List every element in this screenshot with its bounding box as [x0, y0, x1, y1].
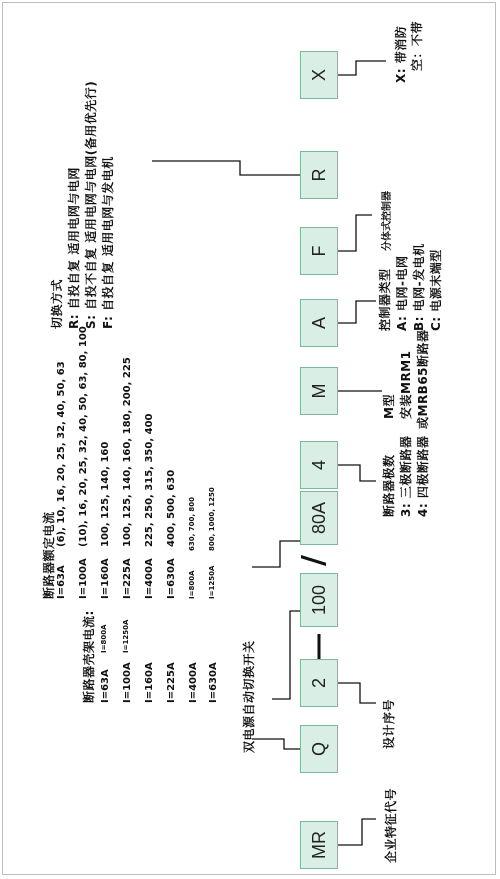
label-m-install: 安装MRM1 [399, 350, 413, 419]
rated-row-values: 100, 125, 140, 160, 180, 200, 225 [122, 357, 133, 547]
label-m-or: 或MRB65断路器 [416, 329, 430, 429]
rated-row-key: I=800A [188, 570, 196, 599]
label-design-serial: 设计序号 [382, 698, 396, 749]
frame-row-main: I=400A [188, 662, 199, 703]
code-a: A [308, 317, 329, 330]
label-ctrl-a: A: 电网-电网 [395, 255, 409, 331]
label-ctrl-title: 控制器类型 [378, 268, 392, 331]
label-switch-s: S: 自投不自复 适用电网与电网(备用优先行) [84, 80, 98, 329]
label-dual-switch: 双电源自动切换开关 [242, 640, 256, 753]
rated-current-title: 断路器额定电流 [42, 511, 56, 599]
label-x-none: 空：不带 [410, 20, 424, 71]
label-m-type: M型 [382, 394, 396, 419]
label-enterprise-code: 企业特征代号 [384, 787, 398, 863]
rated-row-key: I=63A [56, 565, 67, 599]
code-box-80a [300, 491, 338, 545]
code-box-m [300, 367, 338, 415]
frame-row-main: I=63A [100, 669, 111, 703]
code-box-100 [300, 573, 338, 627]
rated-row-values: 225, 250, 315, 350, 400 [144, 413, 155, 547]
rated-row-key: I=160A [100, 558, 111, 599]
label-ctrl-c: C: 电源末端型 [429, 249, 443, 331]
label-ctrl-b: B: 电网-发电机 [412, 243, 426, 331]
code-r: R [308, 168, 329, 182]
frame-row-main: I=160A [144, 662, 155, 703]
label-poles-4: 4: 四极断路器 [416, 435, 430, 517]
code-80a: 80A [308, 501, 329, 535]
code-box-x [300, 51, 338, 99]
code-100: 100 [308, 584, 329, 616]
rated-row-values: 630, 700, 800 [188, 496, 196, 551]
label-switch-r: R: 自投自复 适用电网与电网 [67, 167, 81, 329]
code-box-a [300, 299, 338, 347]
frame-row-alt: I=1250A [122, 619, 130, 653]
code-q: Q [308, 742, 329, 757]
rated-row-key: I=1250A [208, 565, 216, 599]
rated-row-values: 100, 125, 140, 160 [100, 441, 111, 547]
frame-row-main: I=630A [208, 662, 219, 703]
rated-row-values: 400, 500, 630 [166, 469, 177, 547]
rated-row-key: I=630A [166, 558, 177, 599]
rated-row-key: I=225A [122, 558, 133, 599]
rated-row-values: (6), 10, 16, 20, 25, 32, 40, 50, 63 [56, 361, 67, 547]
code-f: F [308, 245, 329, 257]
code-box-2 [300, 659, 338, 707]
frame-row-main: I=100A [122, 662, 133, 703]
label-poles-title: 断路器极数 [382, 454, 396, 517]
rated-row-key: I=100A [78, 558, 89, 599]
rated-row-values: (10), 16, 20, 25, 32, 40, 50, 63, 80, 100 [78, 326, 89, 547]
code-m: M [308, 383, 329, 399]
frame-current-title: 断路器壳架电流: [82, 610, 96, 703]
label-switch-title: 切换方式 [50, 278, 64, 329]
code-2: 2 [308, 678, 329, 689]
code-box-f [300, 227, 338, 275]
code-box-4 [300, 441, 338, 489]
label-poles-3: 3: 三极断路器 [399, 435, 413, 517]
rated-row-key: I=400A [144, 558, 155, 599]
slash-separator: / [296, 555, 331, 566]
rated-row-values: 800, 1000, 1250 [208, 487, 216, 551]
code-box-q [300, 725, 338, 773]
code-box-r [300, 151, 338, 199]
frame-row-main: I=225A [166, 662, 177, 703]
code-mr: MR [308, 831, 329, 859]
code-box-mr [300, 821, 338, 869]
frame-row-alt: I=800A [100, 624, 108, 653]
label-switch-f: F: 自投自复 适用电网与发电机 [101, 156, 115, 329]
label-x-fire: X: 带消防 [394, 25, 408, 83]
label-split-controller: 分体式控制器 [382, 191, 393, 251]
code-4: 4 [308, 460, 329, 471]
code-x: X [308, 69, 329, 82]
